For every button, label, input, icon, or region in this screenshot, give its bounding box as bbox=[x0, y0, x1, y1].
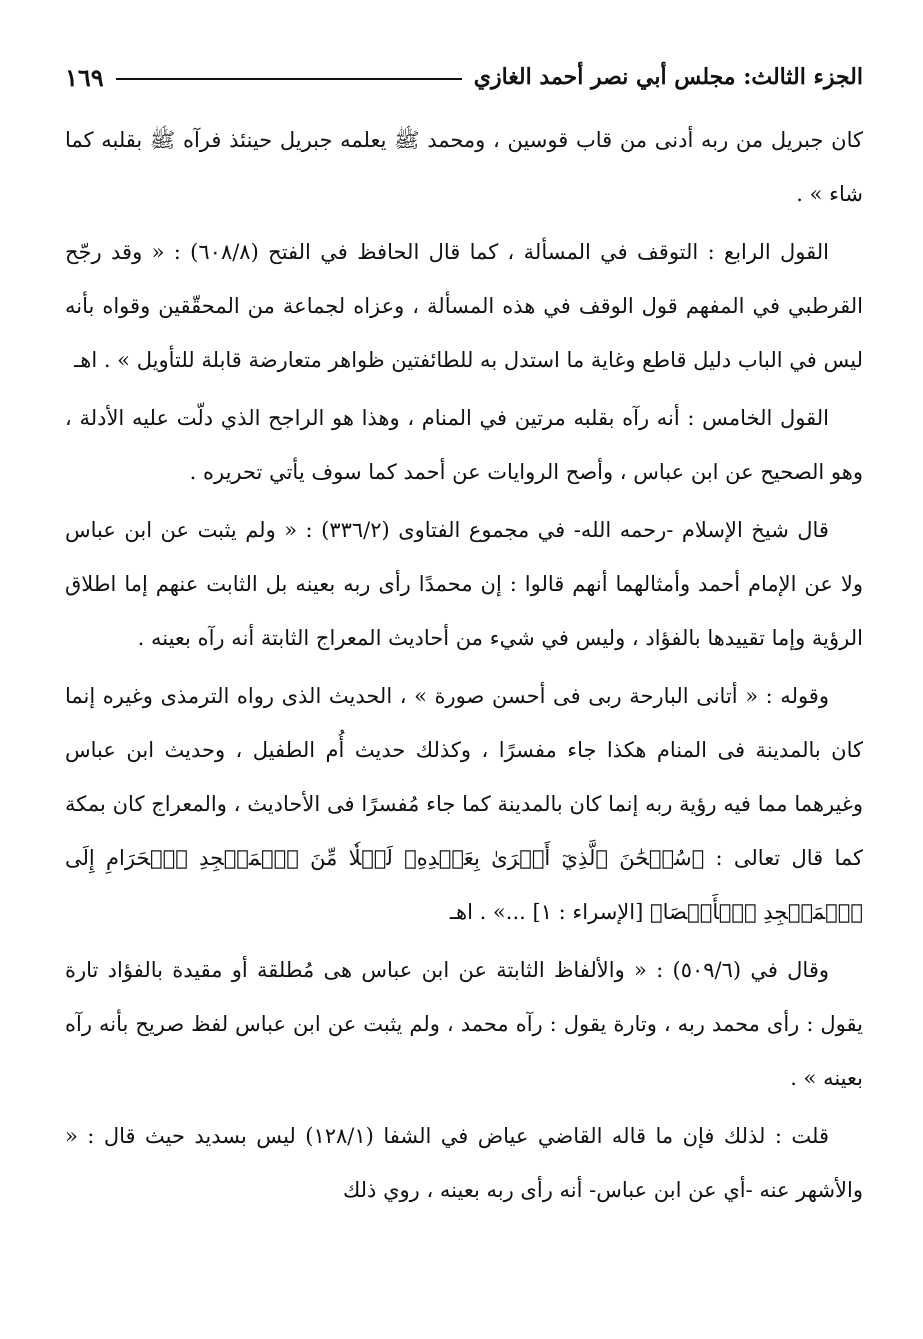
paragraph-author-note: قلت : لذلك فإن ما قاله القاضي عياض في الشفا (١٢٨/١) ليس بسديد حيث قال : « والأشهر عنه -أي عن ابن عباس- أنه رأى ربه بعينه ، روي ذلك bbox=[65, 1124, 863, 1202]
paragraph-fifth-opinion: القول الخامس : أنه رآه بقلبه مرتين في المنام ، وهذا هو الراجح الذي دلّت عليه الأدلة ، وهو الصحيح عن ابن عباس ، وأصح الروايات عن أحمد كما سوف يأتي تحريره . bbox=[65, 406, 863, 484]
paragraph-sheikh-quote: قال شيخ الإسلام -رحمه الله- في مجموع الفتاوى (٣٣٦/٢) : « ولم يثبت عن ابن عباس ولا عن الإمام أحمد وأمثالهما أنهم قالوا : إن محمدًا رأى ربه بعينه بل الثابت عنهم إما اطلاق الرؤية وإما تقييدها بالفؤاد ، وليس في شيء من أحاديث المعراج الثابتة أنه رآه بعينه . bbox=[65, 518, 863, 650]
header-title: الجزء الثالث: مجلس أبي نصر أحمد الغازي bbox=[473, 64, 863, 90]
paragraph-fatawa-quote: وقال في (٥٠٩/٦) : « والألفاظ الثابتة عن ابن عباس هى مُطلقة أو مقيدة بالفؤاد تارة يقول : رأى محمد ربه ، وتارة يقول : رآه محمد ، ولم يثبت عن ابن عباس لفظ صريح بأنه رآه بعينه » . bbox=[65, 958, 863, 1090]
page-body bbox=[65, 113, 863, 1217]
paragraph-fourth-opinion: القول الرابع : التوقف في المسألة ، كما قال الحافظ في الفتح (٦٠٨/٨) : « وقد رجّح القرطبي في المفهم قول الوقف في هذه المسألة ، وعزاه لجماعة من المحقّقين وقواه بأنه ليس في الباب دليل قاطع وغاية ما استدل به للطائفتين ظواهر متعارضة قابلة للتأويل » . اهـ bbox=[65, 240, 863, 372]
page-number: ١٦٩ bbox=[65, 62, 104, 92]
paragraph-continuation: كان جبريل من ربه أدنى من قاب قوسين ، ومحمد ﷺ يعلمه جبريل حينئذ فرآه ﷺ بقلبه كما شاء » . bbox=[65, 128, 863, 206]
header-rule bbox=[116, 78, 462, 80]
paragraph-hadith-quote: وقوله : « أتانى البارحة ربى فى أحسن صورة » ، الحديث الذى رواه الترمذى وغيره إنما كان بالمدينة فى المنام هكذا جاء مفسرًا ، وكذلك حديث أُم الطفيل ، وحديث ابن عباس وغيرهما مما فيه رؤية ربه إنما كان بالمدينة كما جاء مُفسرًا فى الأحاديث ، والمعراج كان بمكة كما قال تعالى : ﴿سُبۡحَٰنَ ٱلَّذِيٓ أَسۡرَىٰ بِعَبۡدِهِۦ لَيۡلٗا مِّنَ ٱلۡمَسۡجِدِ ٱلۡحَرَامِ إِلَى ٱلۡمَسۡجِدِ ٱلۡأَقۡصَا﴾ [الإسراء : ١] ...» . اهـ bbox=[65, 684, 863, 924]
running-header bbox=[65, 55, 863, 99]
